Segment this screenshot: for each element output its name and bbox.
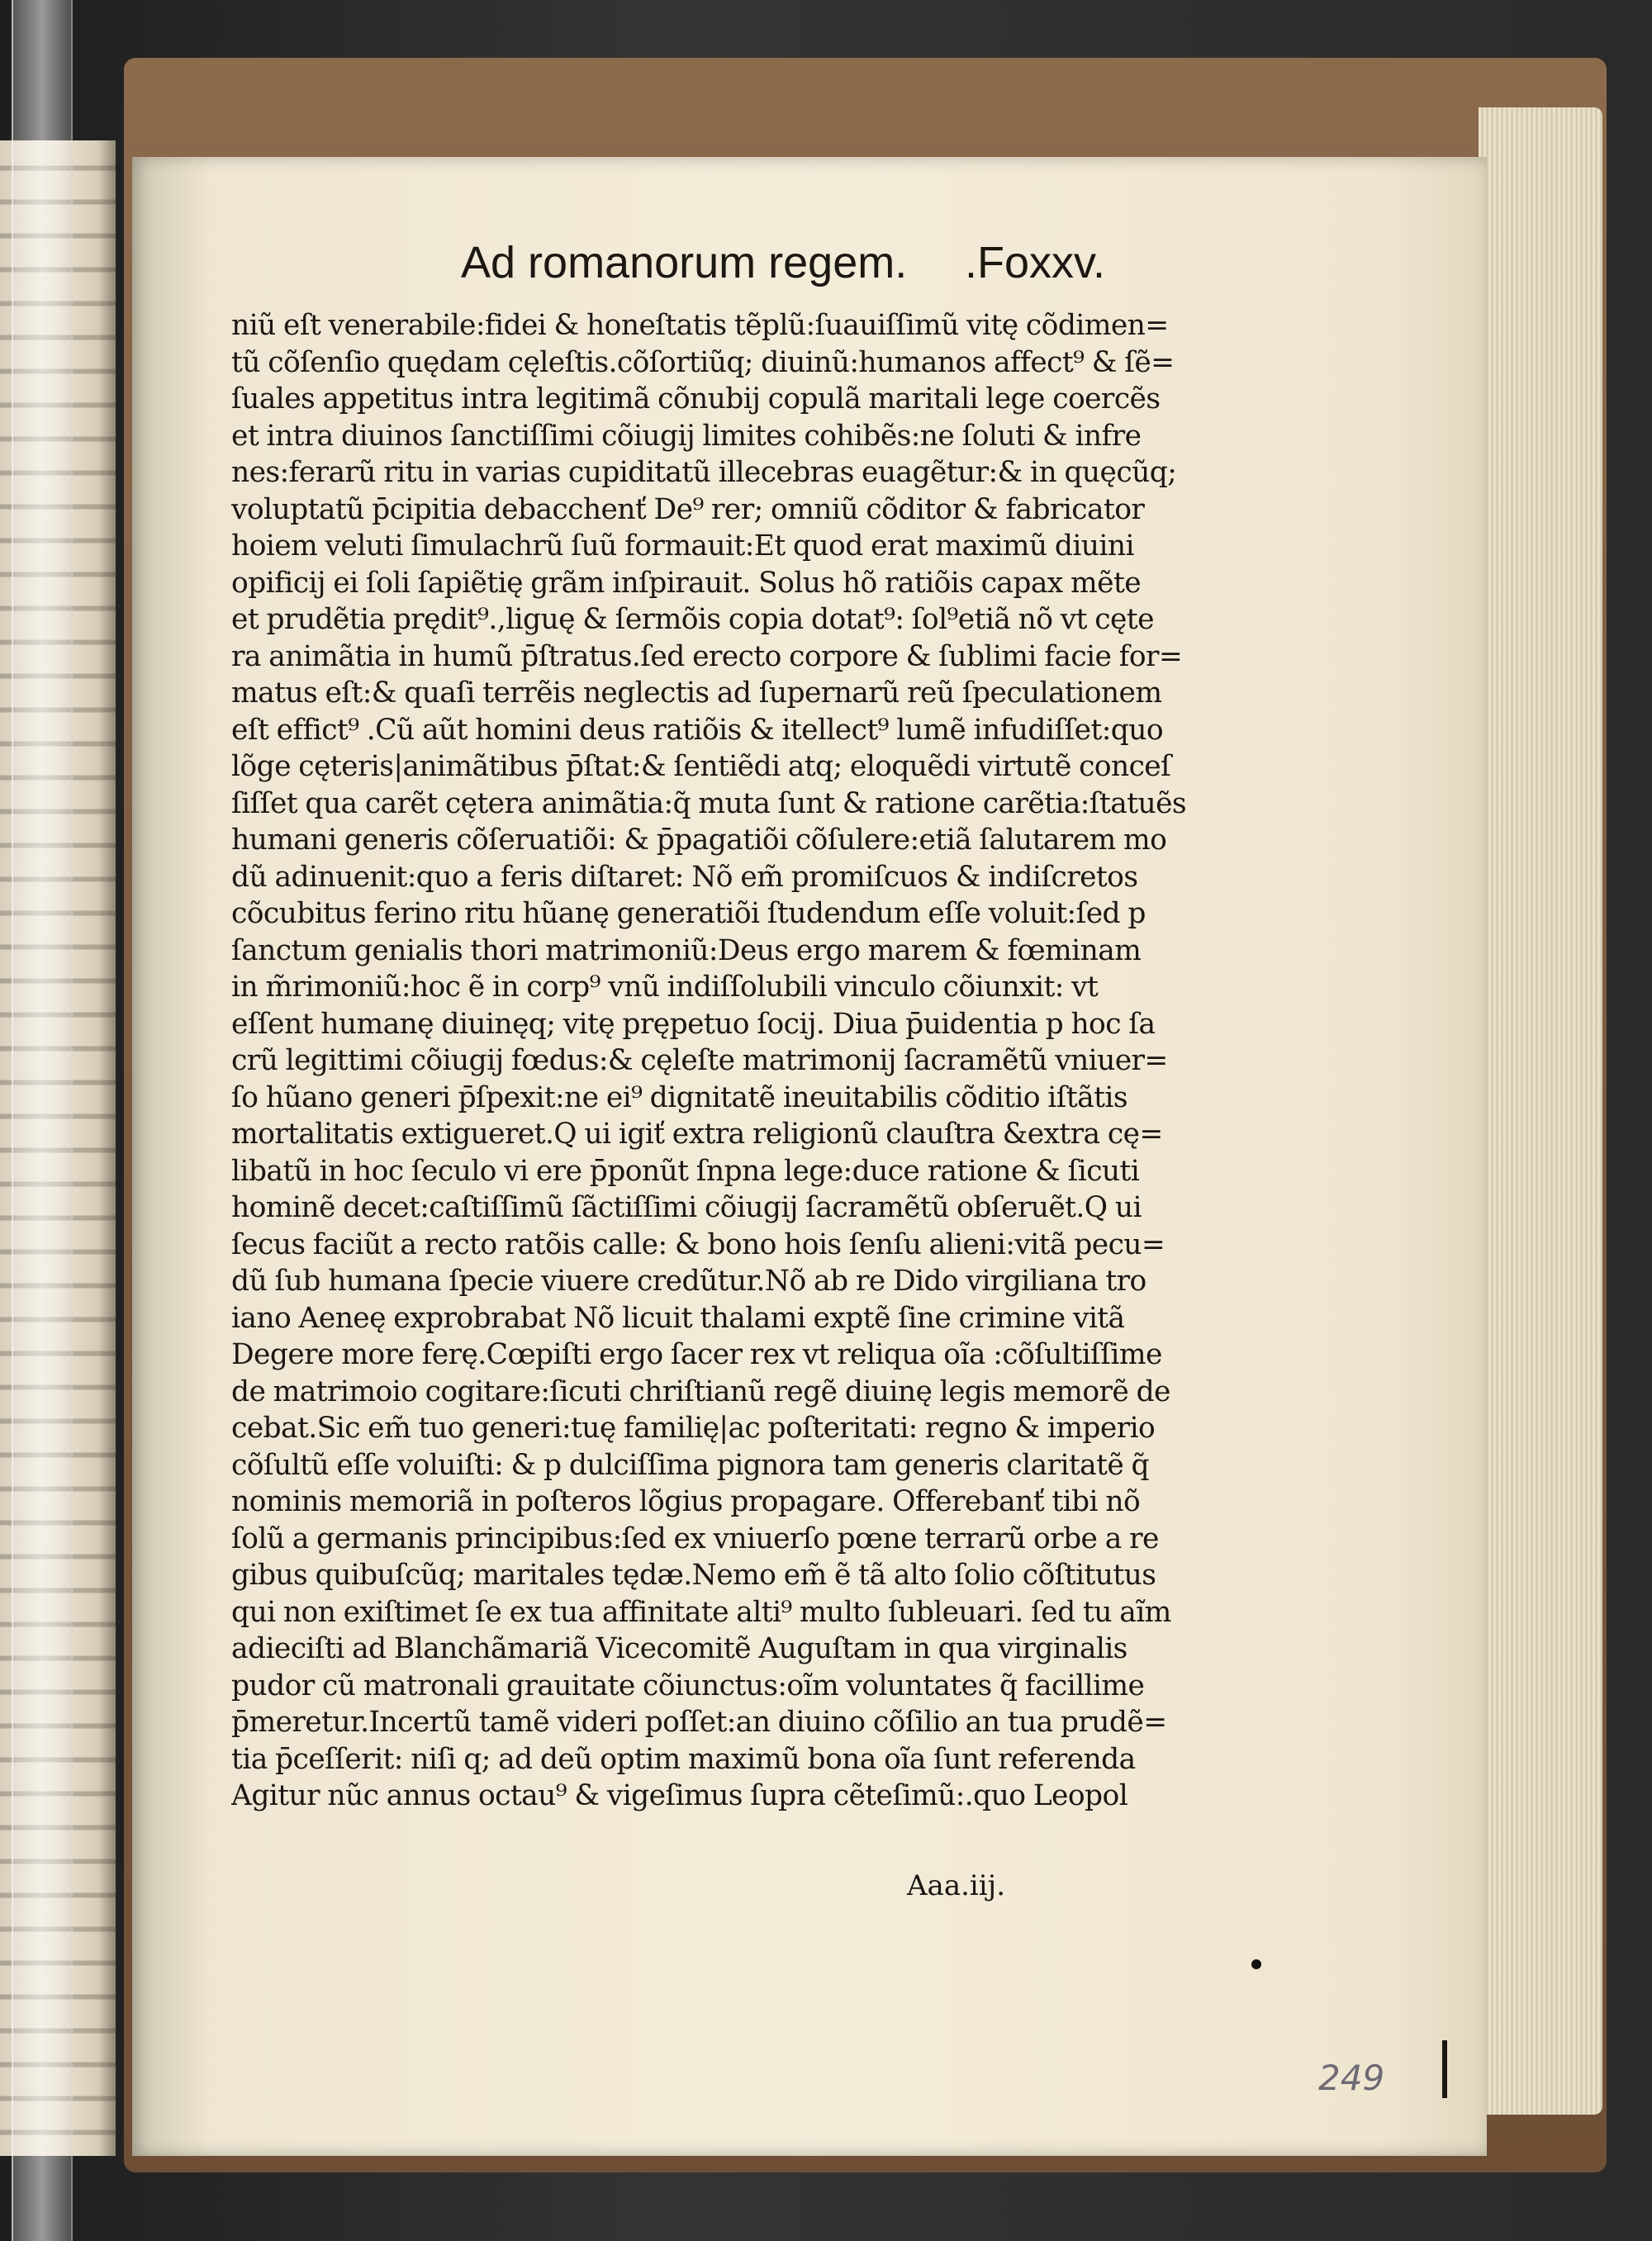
ink-dot: [1251, 1959, 1261, 1969]
text-line: cebat.Sic em̃ tuo generi:tuę familię|ac poſteritati: regno & imperio: [231, 1412, 1156, 1445]
text-line: niũ eſt venerabile:fidei & honeſtatis tẽplũ:ſuauiſſimũ vitę cõdimen=: [231, 309, 1169, 342]
text-line: et intra diuinos ſanctiſſimi cõiugij limites cohibẽs:ne ſoluti & infre: [231, 419, 1142, 453]
text-line: dũ ſub humana ſpecie viuere credũtur.Nõ ab re Dido virgiliana tro: [231, 1265, 1146, 1298]
running-head: [461, 230, 1105, 296]
signature-mark: Aaa.iij.: [907, 1869, 1005, 1902]
text-line: iano Aeneę exprobrabat Nõ licuit thalami exptẽ ſine crimine vitã: [231, 1301, 1125, 1335]
text-line: adieciſti ad Blanchãmariã Vicecomitẽ Auguſtam in qua virginalis: [231, 1632, 1127, 1665]
text-line: nominis memoriã in poſteros lõgius propagare. Offerebanť tibi nõ: [231, 1485, 1141, 1518]
page-edges: [1479, 107, 1602, 2115]
text-line: Agitur nũc annus octau⁹ & vigeſimus ſupra cẽteſimũ:.quo Leopol: [231, 1779, 1128, 1812]
ink-stroke: [1442, 2040, 1447, 2098]
text-line: humani generis cõſeruatiõi: & p̄pagatiõi cõſulere:etiã ſalutarem mo: [231, 824, 1167, 857]
text-line: ſanctum genialis thori matrimoniũ:Deus ergo marem & fœminam: [231, 933, 1142, 967]
text-line: hoiem veluti ſimulachrũ ſuũ formauit:Et quod erat maximũ diuini: [231, 529, 1134, 563]
text-line: voluptatũ p̄cipitia debacchenť De⁹ rer; omniũ cõditor & fabricator: [231, 492, 1145, 526]
text-line: eſt effict⁹ .Cũ aũt homini deus ratiõis & itellect⁹ lumẽ infudiſſet:quo: [231, 713, 1164, 747]
text-line: p̄meretur.Incertũ tamẽ videri poſſet:an diuino cõſilio an tua prudẽ=: [231, 1706, 1167, 1739]
handwritten-page-number: 249: [1318, 2058, 1385, 2098]
text-line: cõcubitus ferino ritu hũanę generatiõi ſtudendum eſſe voluit:ſed p: [231, 897, 1146, 930]
text-line: cõſultũ eſſe voluiſti: & p dulciſſima pignora tam generis claritatẽ q̃: [231, 1448, 1150, 1482]
text-line: de matrimoio cogitare:ſicuti chriſtianũ regẽ diuinę legis memorẽ de: [231, 1375, 1170, 1408]
text-line: Degere more ferę.Cœpiſti ergo ſacer rex vt reliqua oĩa :cõſultiſſime: [231, 1338, 1162, 1371]
text-line: matus eſt:& quaſi terrẽis neglectis ad ſupernarũ reũ ſpeculationem: [231, 677, 1162, 710]
text-line: tia p̄ceſſerit: niſi q; ad deũ optim maximũ bona oĩa ſunt referenda: [231, 1742, 1136, 1776]
text-line: pudor cũ matronali grauitate cõiunctus:oĩm voluntates q̃ facillime: [231, 1669, 1145, 1702]
text-line: hominẽ decet:caſtiſſimũ ſãctiſſimi cõiugij ſacramẽtũ obſeruẽt.Q ui: [231, 1191, 1142, 1224]
text-line: mortalitatis extigueret.Q ui igiť extra religionũ clauſtra &extra cę=: [231, 1118, 1163, 1151]
text-line: et prudẽtia prędit⁹.,liguę & ſermõis copia dotat⁹: ſol⁹etiã nõ vt cęte: [231, 603, 1154, 636]
text-line: ſo hũano generi p̄ſpexit:ne ei⁹ dignitatẽ ineuitabilis cõditio iſtãtis: [231, 1080, 1127, 1114]
text-line: opificij ei ſoli ſapiẽtię grãm inſpirauit. Solus hõ ratiõis capax mẽte: [231, 566, 1142, 600]
running-title: Ad romanorum regem.: [461, 238, 908, 287]
text-line: qui non exiſtimet ſe ex tua affinitate alti⁹ multo ſubleuari. ſed tu aĩm: [231, 1595, 1171, 1629]
text-line: ſuales appetitus intra legitimã cõnubij copulã maritali lege coercẽs: [231, 382, 1161, 415]
text-line: dũ adinuenit:quo a feris diſtaret: Nõ em̃ promiſcuos & indiſcretos: [231, 860, 1138, 894]
page-clip: [12, 0, 73, 2241]
text-line: ſiſſet qua carẽt cętera animãtia:q̃ muta ſunt & ratione carẽtia:ſtatuẽs: [231, 786, 1187, 820]
text-line: ra animãtia in humũ p̄ſtratus.ſed erecto corpore & ſublimi facie for=: [231, 639, 1183, 673]
body-text: [231, 307, 1222, 1815]
text-line: gibus quibuſcũq; maritales tędæ.Nemo em̃ ẽ tã alto ſolio cõſtitutus: [231, 1559, 1156, 1592]
folio-number: .Foxxv.: [964, 238, 1105, 287]
text-line: in m̃rimoniũ:hoc ẽ in corp⁹ vnũ indiſſolubili vinculo cõiunxit: vt: [231, 971, 1099, 1004]
text-line: crũ legittimi cõiugij fœdus:& cęleſte matrimonij ſacramẽtũ vniuer=: [231, 1044, 1168, 1077]
text-line: nes:ferarũ ritu in varias cupiditatũ illecebras euagẽtur:& in quęcũq;: [231, 456, 1177, 489]
text-line: lõge cęteris|animãtibus p̄ſtat:& ſentiẽdi atq; eloquẽdi virtutẽ conceſ: [231, 750, 1171, 783]
text-line: ſecus faciũt a recto ratõis calle: & bono hois ſenſu alieni:vitã pecu=: [231, 1227, 1165, 1261]
text-line: eſſent humanę diuinęq; vitę prępetuo ſocij. Diua p̄uidentia p hoc ſa: [231, 1007, 1156, 1041]
text-line: ſolũ a germanis principibus:ſed ex vniuerſo pœne terrarũ orbe a re: [231, 1522, 1159, 1555]
text-line: tũ cõſenſio quędam cęleſtis.cõſortiũq; diuinũ:humanos affect⁹ & ſẽ=: [231, 345, 1175, 379]
text-line: libatũ in hoc ſeculo vi ere p̄ponũt ſnpna lege:duce ratione & ſicuti: [231, 1154, 1140, 1188]
